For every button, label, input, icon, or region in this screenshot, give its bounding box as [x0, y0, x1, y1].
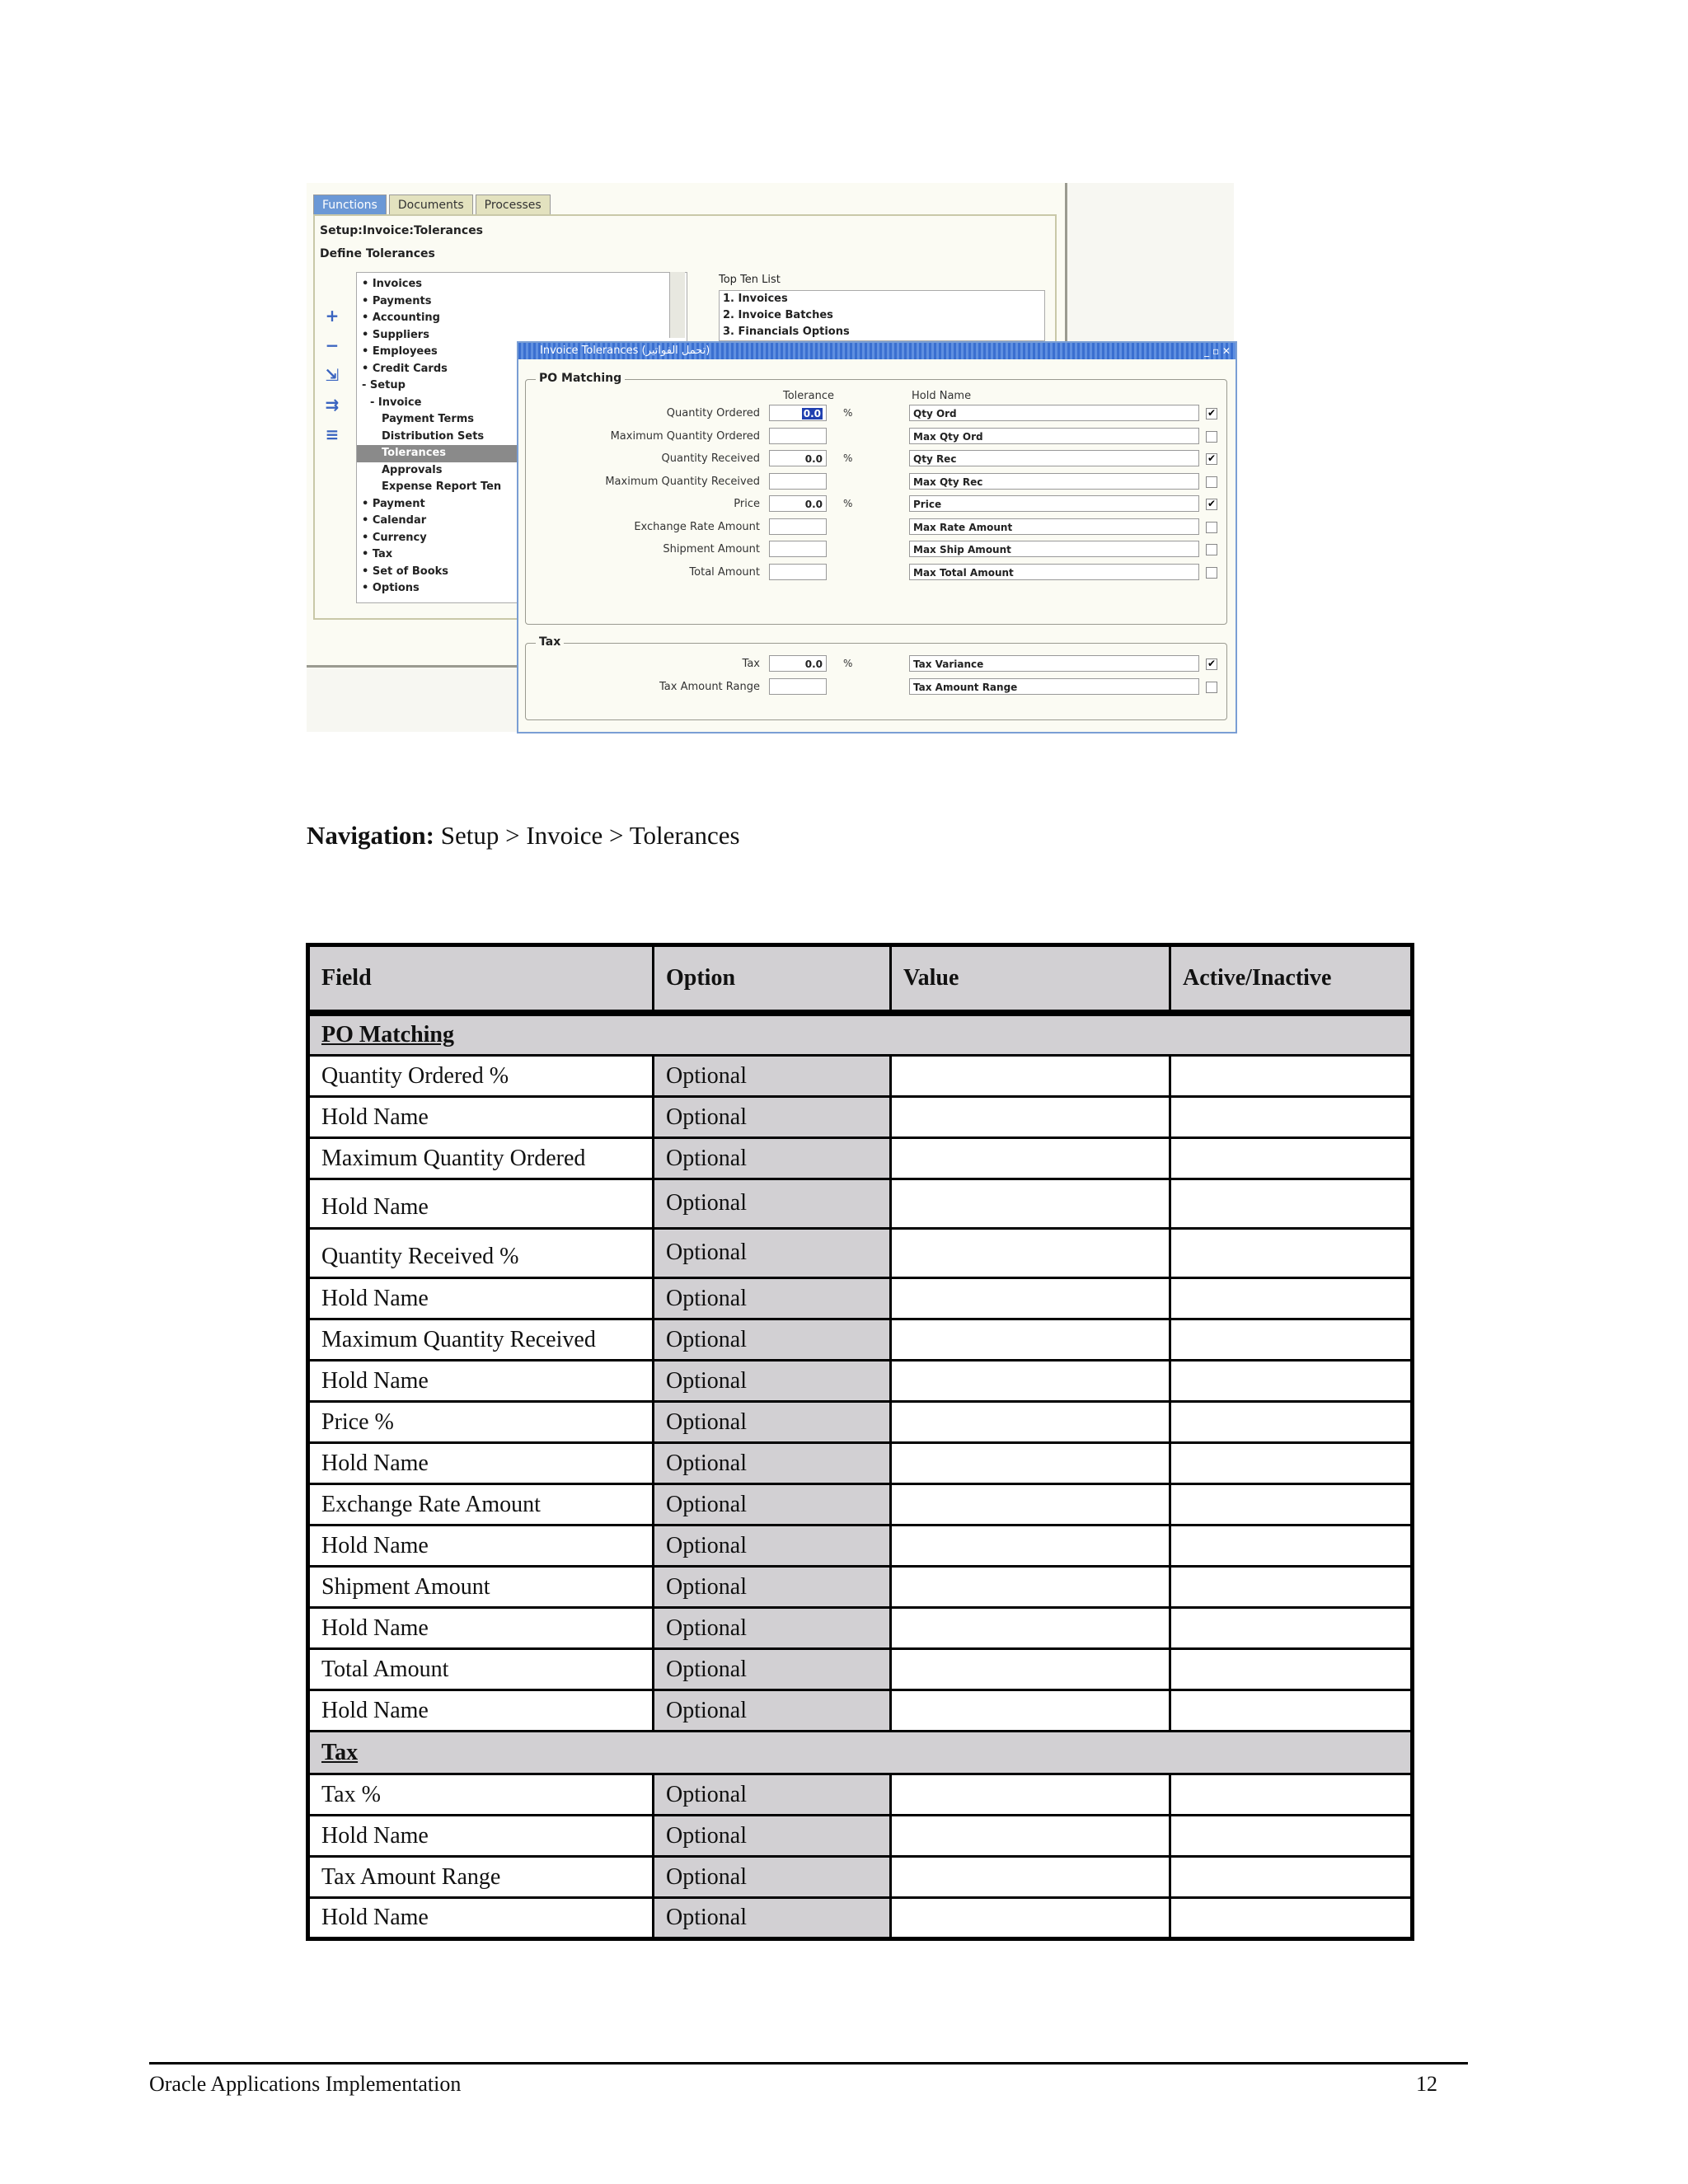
- field-label: Maximum Quantity Ordered: [610, 429, 760, 443]
- header-field: Field: [308, 945, 654, 1013]
- table-row: [308, 1319, 1413, 1361]
- value-cell[interactable]: [891, 1857, 1170, 1898]
- po-matching-title: PO Matching: [536, 372, 625, 385]
- tree-node[interactable]: • Calendar: [362, 514, 427, 527]
- value-cell[interactable]: [891, 1649, 1170, 1690]
- section-title: Tax: [308, 1732, 1413, 1774]
- value-cell[interactable]: [891, 1278, 1170, 1319]
- tree-node[interactable]: • Accounting: [362, 312, 440, 324]
- field-cell: Hold Name: [308, 1179, 654, 1229]
- field-cell: Hold Name: [308, 1361, 654, 1402]
- po-matching-group: [525, 372, 1227, 625]
- field-cell: Hold Name: [308, 1898, 654, 1939]
- option-cell: Optional: [654, 1649, 891, 1690]
- field-cell: Hold Name: [308, 1816, 654, 1857]
- tolerance-input[interactable]: [769, 450, 827, 466]
- field-cell: Shipment Amount: [308, 1567, 654, 1608]
- tolerance-value: 0.0: [804, 499, 823, 510]
- percent-label: %: [843, 498, 853, 509]
- tolerance-field-row: [526, 564, 1226, 582]
- enabled-checkbox[interactable]: ✔: [1207, 407, 1217, 419]
- top-ten-item[interactable]: 2. Invoice Batches: [723, 309, 833, 321]
- option-cell: Optional: [654, 1608, 891, 1649]
- expand-branch-icon[interactable]: ⇲: [325, 365, 340, 385]
- hold-name-input[interactable]: Max Total Amount: [909, 564, 1199, 580]
- field-cell: Maximum Quantity Received: [308, 1319, 654, 1361]
- enabled-checkbox[interactable]: [1206, 431, 1217, 443]
- active-cell[interactable]: [1170, 1138, 1413, 1179]
- active-cell[interactable]: [1170, 1484, 1413, 1526]
- tree-node[interactable]: Distribution Sets: [382, 429, 485, 443]
- option-cell: Optional: [654, 1774, 891, 1816]
- option-cell: Optional: [654, 1138, 891, 1179]
- tolerance-value: 0.0: [803, 408, 821, 419]
- tolerance-input[interactable]: [769, 495, 827, 512]
- value-cell[interactable]: [891, 1056, 1170, 1097]
- collapse-all-icon[interactable]: ≡: [325, 424, 340, 444]
- tab-functions[interactable]: Functions: [313, 194, 387, 215]
- table-row: [308, 1443, 1413, 1484]
- tree-node[interactable]: • Options: [362, 582, 420, 594]
- navigation-line: [307, 821, 740, 851]
- field-label: Shipment Amount: [663, 543, 760, 555]
- active-cell[interactable]: [1170, 1443, 1413, 1484]
- active-cell[interactable]: [1170, 1229, 1413, 1278]
- active-cell[interactable]: [1170, 1056, 1413, 1097]
- option-cell: Optional: [654, 1179, 891, 1229]
- field-cell: Quantity Received %: [308, 1229, 654, 1278]
- table-row: [308, 1898, 1413, 1939]
- value-cell[interactable]: [891, 1361, 1170, 1402]
- field-cell: Hold Name: [308, 1278, 654, 1319]
- active-cell[interactable]: [1170, 1319, 1413, 1361]
- field-cell: Exchange Rate Amount: [308, 1484, 654, 1526]
- active-cell[interactable]: [1170, 1649, 1413, 1690]
- page-number: 12: [1416, 2072, 1437, 2096]
- field-label: Tax Amount Range: [659, 680, 760, 693]
- tolerance-field-row: [526, 428, 1226, 446]
- value-cell[interactable]: [891, 1567, 1170, 1608]
- table-row: [308, 1857, 1413, 1898]
- option-cell: Optional: [654, 1319, 891, 1361]
- enabled-checkbox[interactable]: [1206, 476, 1217, 488]
- field-cell: Hold Name: [308, 1608, 654, 1649]
- option-cell: Optional: [654, 1857, 891, 1898]
- value-cell[interactable]: [891, 1898, 1170, 1939]
- footer-title: Oracle Applications Implementation: [149, 2072, 462, 2096]
- table-row: [308, 1361, 1413, 1402]
- section-row: [308, 1732, 1413, 1774]
- active-cell[interactable]: [1170, 1857, 1413, 1898]
- hold-name-input[interactable]: Price: [909, 495, 1199, 512]
- option-cell: Optional: [654, 1567, 891, 1608]
- active-cell[interactable]: [1170, 1690, 1413, 1732]
- tree-node[interactable]: • Currency: [362, 531, 427, 544]
- table-row: [308, 1567, 1413, 1608]
- navigation-path: Setup > Invoice > Tolerances: [440, 821, 740, 850]
- tree-node[interactable]: • Set of Books: [362, 565, 449, 578]
- hold-name-input[interactable]: Max Ship Amount: [909, 541, 1199, 557]
- field-cell: Hold Name: [308, 1690, 654, 1732]
- value-cell[interactable]: [891, 1443, 1170, 1484]
- value-cell[interactable]: [891, 1229, 1170, 1278]
- option-cell: Optional: [654, 1690, 891, 1732]
- tree-node[interactable]: Payment Terms: [382, 413, 475, 425]
- hold-name-input[interactable]: Max Qty Rec: [909, 473, 1199, 490]
- top-ten-item[interactable]: 3. Financials Options: [723, 326, 850, 338]
- hold-name-column-header: Hold Name: [912, 390, 972, 402]
- hold-name-input[interactable]: Qty Ord: [909, 405, 1199, 421]
- tolerance-field-row: [526, 518, 1226, 537]
- tolerance-field-row: [526, 678, 1226, 696]
- field-cell: Total Amount: [308, 1649, 654, 1690]
- percent-label: %: [843, 658, 853, 669]
- tree-node[interactable]: - Setup: [362, 379, 406, 391]
- option-cell: Optional: [654, 1229, 891, 1278]
- table-row: [308, 1278, 1413, 1319]
- table-row: [308, 1179, 1413, 1229]
- value-cell[interactable]: [891, 1402, 1170, 1443]
- value-cell[interactable]: [891, 1319, 1170, 1361]
- option-cell: Optional: [654, 1056, 891, 1097]
- value-cell[interactable]: [891, 1097, 1170, 1138]
- tax-group-title: Tax: [536, 635, 564, 649]
- tree-node[interactable]: Tolerances: [357, 445, 687, 462]
- value-cell[interactable]: [891, 1608, 1170, 1649]
- tree-node[interactable]: • Credit Cards: [362, 362, 448, 375]
- tolerances-options-table: [306, 943, 1414, 1941]
- tolerance-input[interactable]: [769, 564, 827, 580]
- tree-node[interactable]: Approvals: [382, 463, 443, 476]
- enabled-checkbox[interactable]: [1206, 544, 1217, 555]
- tolerance-field-row: [526, 655, 1226, 673]
- tree-node[interactable]: • Payment: [362, 497, 425, 510]
- tolerance-value: 0.0: [804, 453, 823, 465]
- option-cell: Optional: [654, 1526, 891, 1567]
- top-ten-list[interactable]: [719, 290, 1045, 341]
- enabled-checkbox[interactable]: ✔: [1207, 498, 1217, 509]
- field-cell: Hold Name: [308, 1097, 654, 1138]
- active-cell[interactable]: [1170, 1567, 1413, 1608]
- hold-name-input[interactable]: Max Rate Amount: [909, 518, 1199, 535]
- dialog-title-arabic: (تحمل الفواتير): [641, 344, 710, 357]
- field-label: Price: [734, 498, 760, 510]
- active-cell[interactable]: [1170, 1278, 1413, 1319]
- tolerance-input[interactable]: [769, 405, 827, 421]
- hold-name-input[interactable]: Tax Amount Range: [909, 678, 1199, 695]
- section-title: PO Matching: [308, 1013, 1413, 1056]
- table-row: [308, 1774, 1413, 1816]
- tolerance-input[interactable]: [769, 655, 827, 672]
- value-cell[interactable]: [891, 1690, 1170, 1732]
- define-tolerances-label: Define Tolerances: [320, 247, 435, 260]
- option-cell: Optional: [654, 1484, 891, 1526]
- table-row: [308, 1138, 1413, 1179]
- active-cell[interactable]: [1170, 1402, 1413, 1443]
- table-row: [308, 1229, 1413, 1278]
- tolerance-column-header: Tolerance: [783, 390, 834, 402]
- active-cell[interactable]: [1170, 1608, 1413, 1649]
- value-cell[interactable]: [891, 1774, 1170, 1816]
- tree-node[interactable]: • Employees: [362, 345, 438, 358]
- active-cell[interactable]: [1170, 1097, 1413, 1138]
- invoice-tolerances-dialog: [517, 341, 1237, 733]
- tolerance-value: 0.0: [804, 658, 823, 670]
- table-row: [308, 1484, 1413, 1526]
- header-active-inactive: Active/Inactive: [1170, 945, 1413, 1013]
- window-controls-icon[interactable]: _ ▫ ✕: [1204, 345, 1231, 357]
- collapse-icon[interactable]: −: [325, 335, 340, 355]
- field-cell: Quantity Ordered %: [308, 1056, 654, 1097]
- enabled-checkbox[interactable]: [1206, 682, 1217, 693]
- field-label: Quantity Ordered: [666, 407, 760, 419]
- value-cell[interactable]: [891, 1526, 1170, 1567]
- expand-icon[interactable]: +: [325, 306, 340, 326]
- table-header-row: [308, 945, 1413, 1013]
- tolerance-input[interactable]: [769, 518, 827, 535]
- enabled-checkbox[interactable]: [1206, 522, 1217, 533]
- header-value: Value: [891, 945, 1170, 1013]
- active-cell[interactable]: [1170, 1816, 1413, 1857]
- navigation-label: Navigation:: [307, 821, 434, 850]
- tolerance-field-row: [526, 450, 1226, 468]
- tree-buttons: [323, 307, 346, 455]
- field-cell: Maximum Quantity Ordered: [308, 1138, 654, 1179]
- expand-all-icon[interactable]: ⇉: [325, 395, 340, 415]
- table-row: [308, 1816, 1413, 1857]
- hold-name-input[interactable]: Qty Rec: [909, 450, 1199, 466]
- tolerance-input[interactable]: [769, 678, 827, 695]
- value-cell[interactable]: [891, 1179, 1170, 1229]
- enabled-checkbox[interactable]: ✔: [1207, 452, 1217, 464]
- tab-processes[interactable]: Processes: [476, 194, 551, 215]
- tolerance-field-row: [526, 495, 1226, 513]
- enabled-checkbox[interactable]: [1206, 567, 1217, 579]
- tax-group: [525, 635, 1227, 720]
- field-label: Total Amount: [689, 565, 760, 579]
- active-cell[interactable]: [1170, 1774, 1413, 1816]
- tree-node[interactable]: • Invoices: [362, 278, 423, 290]
- field-label: Exchange Rate Amount: [634, 520, 760, 533]
- option-cell: Optional: [654, 1097, 891, 1138]
- tree-scrollbar[interactable]: [669, 272, 685, 338]
- table-row: [308, 1608, 1413, 1649]
- active-cell[interactable]: [1170, 1898, 1413, 1939]
- header-option: Option: [654, 945, 891, 1013]
- tab-documents[interactable]: Documents: [389, 194, 473, 215]
- hold-name-input[interactable]: Tax Variance: [909, 655, 1199, 672]
- table-row: [308, 1097, 1413, 1138]
- dialog-title-bar[interactable]: [518, 343, 1236, 359]
- percent-label: %: [843, 452, 853, 464]
- field-cell: Tax Amount Range: [308, 1857, 654, 1898]
- value-cell[interactable]: [891, 1138, 1170, 1179]
- tree-node[interactable]: - Invoice: [370, 396, 422, 409]
- dialog-title: Invoice Tolerances: [540, 344, 639, 357]
- active-cell[interactable]: [1170, 1526, 1413, 1567]
- hold-name-input[interactable]: Max Qty Ord: [909, 428, 1199, 444]
- tolerance-field-row: [526, 405, 1226, 423]
- field-cell: Hold Name: [308, 1526, 654, 1567]
- value-cell[interactable]: [891, 1816, 1170, 1857]
- field-label: Maximum Quantity Received: [605, 475, 760, 488]
- option-cell: Optional: [654, 1898, 891, 1939]
- tolerance-input[interactable]: [769, 473, 827, 490]
- top-ten-label: Top Ten List: [719, 274, 781, 286]
- table-row: [308, 1056, 1413, 1097]
- option-cell: Optional: [654, 1402, 891, 1443]
- option-cell: Optional: [654, 1443, 891, 1484]
- enabled-checkbox[interactable]: ✔: [1207, 658, 1217, 669]
- section-row: [308, 1013, 1413, 1056]
- active-cell[interactable]: [1170, 1179, 1413, 1229]
- navigator-tabs: [313, 194, 551, 215]
- tree-node[interactable]: • Payments: [362, 294, 432, 307]
- option-cell: Optional: [654, 1361, 891, 1402]
- active-cell[interactable]: [1170, 1361, 1413, 1402]
- value-cell[interactable]: [891, 1484, 1170, 1526]
- field-label: Tax: [742, 658, 760, 670]
- tolerances-screenshot: [307, 183, 1234, 732]
- option-cell: Optional: [654, 1278, 891, 1319]
- tree-node[interactable]: • Tax: [362, 548, 393, 560]
- field-cell: Hold Name: [308, 1443, 654, 1484]
- table-row: [308, 1402, 1413, 1443]
- tolerance-field-row: [526, 541, 1226, 559]
- tree-node[interactable]: • Suppliers: [362, 328, 429, 341]
- percent-label: %: [843, 407, 853, 419]
- option-cell: Optional: [654, 1816, 891, 1857]
- tree-node[interactable]: Expense Report Ten: [382, 480, 502, 493]
- breadcrumb: Setup:Invoice:Tolerances: [320, 224, 484, 237]
- tolerance-input[interactable]: [769, 541, 827, 557]
- top-ten-item[interactable]: 1. Invoices: [723, 293, 788, 305]
- footer-rule: [149, 2062, 1468, 2064]
- field-cell: Tax %: [308, 1774, 654, 1816]
- tolerance-input[interactable]: [769, 428, 827, 444]
- table-row: [308, 1526, 1413, 1567]
- field-cell: Price %: [308, 1402, 654, 1443]
- table-row: [308, 1649, 1413, 1690]
- tolerance-field-row: [526, 473, 1226, 491]
- field-label: Quantity Received: [661, 452, 760, 465]
- table-row: [308, 1690, 1413, 1732]
